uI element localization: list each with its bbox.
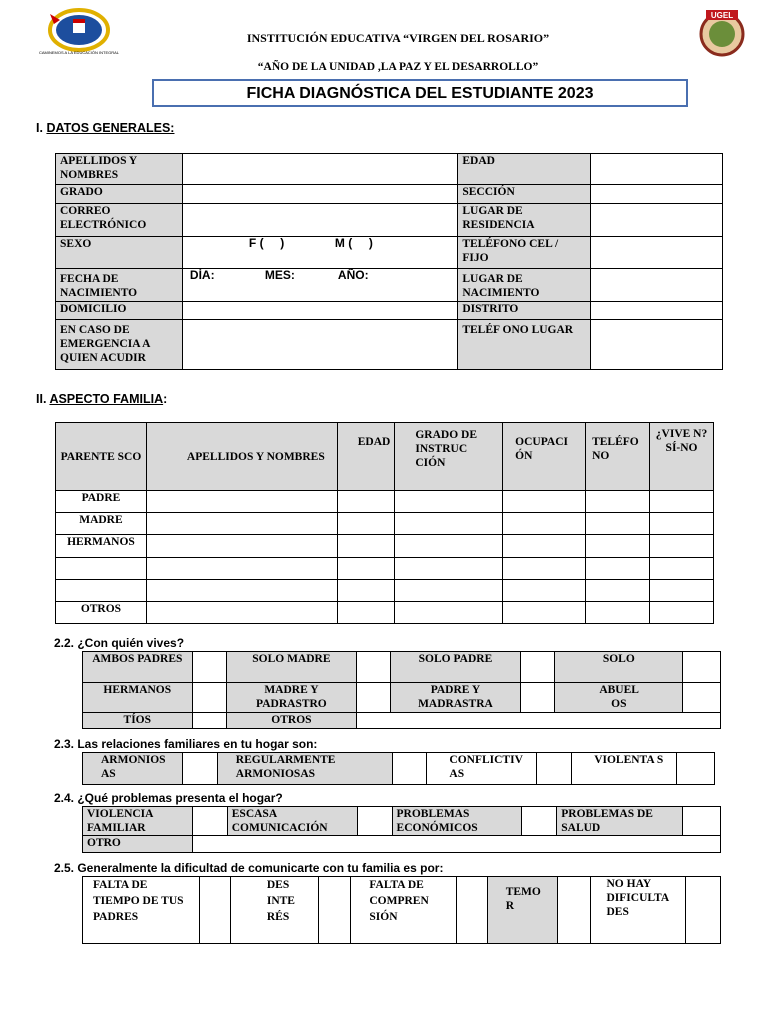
cell[interactable] — [650, 580, 714, 602]
q23-label: 2.3. Las relaciones familiares en tu hogar son: — [54, 737, 318, 751]
q22-label: 2.2. ¿Con quién vives? — [54, 636, 185, 650]
cell[interactable] — [395, 491, 503, 513]
label-telefono: TELÉFONO CEL / FIJO — [458, 237, 591, 269]
option-temor: TEMO R — [487, 877, 557, 944]
checkbox[interactable] — [557, 877, 590, 944]
row-blank-label — [56, 580, 147, 602]
cell[interactable] — [146, 602, 338, 624]
section1-title: DATOS GENERALES: — [46, 121, 175, 135]
row-hermanos-label: HERMANOS — [56, 535, 147, 558]
field-sexo[interactable] — [182, 237, 457, 269]
field-lugar-nac[interactable] — [591, 269, 723, 302]
label-seccion: SECCIÓN — [458, 185, 591, 204]
field-distrito[interactable] — [591, 302, 723, 320]
header-telefono: TELÉFO NO — [586, 423, 650, 491]
label-apellidos: APELLIDOS Y NOMBRES — [56, 154, 183, 185]
checkbox[interactable] — [683, 683, 721, 713]
cell[interactable] — [586, 558, 650, 580]
section1-heading — [36, 121, 174, 135]
family-table — [55, 422, 714, 624]
q23-table — [82, 752, 715, 785]
cell[interactable] — [338, 602, 395, 624]
label-grado: GRADO — [56, 185, 183, 204]
option-falta-tiempo: FALTA DE TIEMPO DE TUS PADRES — [83, 877, 200, 944]
q22-table — [82, 651, 721, 729]
header-apellidos: APELLIDOS Y NOMBRES — [146, 423, 338, 491]
checkbox[interactable] — [357, 807, 392, 836]
option-otros: OTROS — [227, 713, 356, 729]
cell[interactable] — [503, 535, 586, 558]
option-solo-padre: SOLO PADRE — [391, 652, 520, 683]
checkbox[interactable] — [192, 652, 227, 683]
cell[interactable] — [395, 580, 503, 602]
field-seccion[interactable] — [591, 185, 723, 204]
page-title: FICHA DIAGNÓSTICA DEL ESTUDIANTE 2023 — [152, 79, 688, 107]
field-telefono-lugar[interactable] — [591, 320, 723, 370]
field-telefono[interactable] — [591, 237, 723, 269]
option-otro: OTRO — [83, 836, 193, 853]
label-fecha-nac: FECHA DE NACIMIENTO — [56, 269, 183, 302]
checkbox[interactable] — [686, 877, 721, 944]
cell[interactable] — [395, 535, 503, 558]
field-edad[interactable] — [591, 154, 723, 185]
field-fecha-nac[interactable] — [182, 269, 457, 302]
option-solo: SOLO — [555, 652, 683, 683]
logo-caption: CAMINEMOS A LA EDUCACIÓN INTEGRAL — [38, 50, 120, 55]
field-correo[interactable] — [182, 204, 457, 237]
checkbox[interactable] — [356, 652, 391, 683]
option-tios: TÍOS — [83, 713, 193, 729]
option-conflictivas: CONFLICTIV AS — [427, 753, 537, 785]
otros-field[interactable] — [356, 713, 720, 729]
checkbox[interactable] — [200, 877, 231, 944]
cell[interactable] — [395, 602, 503, 624]
header-grado-instruccion: GRADO DE INSTRUC CIÓN — [395, 423, 503, 491]
row-blank-label — [56, 558, 147, 580]
checkbox[interactable] — [192, 713, 227, 729]
checkbox[interactable] — [192, 807, 227, 836]
checkbox[interactable] — [683, 652, 721, 683]
option-abuelos: ABUEL OS — [555, 683, 683, 713]
cell[interactable] — [650, 602, 714, 624]
cell[interactable] — [338, 580, 395, 602]
option-desinteres: DES INTE RÉS — [230, 877, 318, 944]
dia-label: DÍA: — [189, 268, 215, 282]
row-otros-label: OTROS — [56, 602, 147, 624]
checkbox[interactable] — [520, 652, 555, 683]
option-problemas-economicos: PROBLEMAS ECONÓMICOS — [392, 807, 522, 836]
cell[interactable] — [503, 602, 586, 624]
institution-name: INSTITUCIÓN EDUCATIVA “VIRGEN DEL ROSARIO” — [246, 31, 550, 45]
cell[interactable] — [586, 535, 650, 558]
section1-number: I. — [36, 121, 43, 135]
cell[interactable] — [146, 580, 338, 602]
cell[interactable] — [586, 513, 650, 535]
header-parentesco: PARENTE SCO — [56, 423, 147, 491]
cell[interactable] — [650, 535, 714, 558]
checkbox[interactable] — [318, 877, 351, 944]
option-violentas: VIOLENTA S — [572, 753, 677, 785]
q25-label: 2.5. Generalmente la dificultad de comunicarte con tu familia es por: — [54, 861, 444, 875]
checkbox[interactable] — [392, 753, 427, 785]
cell[interactable] — [586, 602, 650, 624]
checkbox[interactable] — [677, 753, 715, 785]
ugel-logo-text: UGEL — [710, 11, 734, 20]
cell[interactable] — [650, 491, 714, 513]
sexo-f-option[interactable]: F ( ) — [248, 236, 285, 250]
label-correo: CORREO ELECTRÓNICO — [56, 204, 183, 237]
sexo-m-option[interactable]: M ( ) — [334, 236, 373, 250]
label-lugar-nac: LUGAR DE NACIMIENTO — [458, 269, 591, 302]
option-falta-comprension: FALTA DE COMPREN SIÓN — [351, 877, 457, 944]
field-emergencia[interactable] — [182, 320, 457, 370]
checkbox[interactable] — [182, 753, 217, 785]
cell[interactable] — [395, 558, 503, 580]
option-no-hay-dificultades: NO HAY DIFICULTA DES — [590, 877, 686, 944]
option-armoniosas: ARMONIOS AS — [83, 753, 183, 785]
cell[interactable] — [338, 535, 395, 558]
label-telefono-lugar: TELÉF ONO LUGAR — [458, 320, 591, 370]
cell[interactable] — [586, 580, 650, 602]
cell[interactable] — [146, 535, 338, 558]
checkbox[interactable] — [356, 683, 391, 713]
cell[interactable] — [146, 558, 338, 580]
option-madre-padrastro: MADRE Y PADRASTRO — [227, 683, 356, 713]
option-hermanos: HERMANOS — [83, 683, 193, 713]
cell[interactable] — [395, 513, 503, 535]
anio-label: AÑO: — [337, 268, 369, 282]
option-violencia-familiar: VIOLENCIA FAMILIAR — [83, 807, 193, 836]
checkbox[interactable] — [537, 753, 572, 785]
q24-label: 2.4. ¿Qué problemas presenta el hogar? — [54, 791, 283, 805]
otro-field[interactable] — [192, 836, 720, 853]
field-residencia[interactable] — [591, 204, 723, 237]
label-emergencia: EN CASO DE EMERGENCIA A QUIEN ACUDIR — [56, 320, 183, 370]
cell[interactable] — [503, 491, 586, 513]
cell[interactable] — [146, 513, 338, 535]
row-madre-label: MADRE — [56, 513, 147, 535]
option-escasa-comunicacion: ESCASA COMUNICACIÓN — [227, 807, 357, 836]
cell[interactable] — [503, 558, 586, 580]
general-data-table — [55, 153, 723, 370]
option-regularmente-armoniosas: REGULARMENTE ARMONIOSAS — [217, 753, 392, 785]
checkbox[interactable] — [683, 807, 721, 836]
checkbox[interactable] — [192, 683, 227, 713]
section2-colon: : — [163, 392, 168, 406]
cell[interactable] — [586, 491, 650, 513]
header-ocupacion: OCUPACI ÓN — [503, 423, 586, 491]
checkbox[interactable] — [522, 807, 557, 836]
option-ambos-padres: AMBOS PADRES — [83, 652, 193, 683]
mes-label: MES: — [264, 268, 295, 282]
cell[interactable] — [338, 491, 395, 513]
cell[interactable] — [146, 491, 338, 513]
label-sexo: SEXO — [56, 237, 183, 269]
label-domicilio: DOMICILIO — [56, 302, 183, 320]
header-edad: EDAD — [338, 423, 395, 491]
cell[interactable] — [338, 513, 395, 535]
field-grado[interactable] — [182, 185, 457, 204]
section2-number: II. — [36, 392, 47, 406]
section2-title: ASPECTO FAMILIA — [49, 392, 164, 406]
cell[interactable] — [338, 558, 395, 580]
section2-heading — [36, 392, 167, 406]
field-apellidos[interactable] — [182, 154, 457, 185]
checkbox[interactable] — [520, 683, 555, 713]
row-padre-label: PADRE — [56, 491, 147, 513]
checkbox[interactable] — [457, 877, 488, 944]
label-edad: EDAD — [458, 154, 591, 185]
label-residencia: LUGAR DE RESIDENCIA — [458, 204, 591, 237]
label-distrito: DISTRITO — [458, 302, 591, 320]
q25-table — [82, 876, 721, 944]
header-vive: ¿VIVE N? SÍ-NO — [650, 423, 714, 491]
cell[interactable] — [650, 513, 714, 535]
option-padre-madrastra: PADRE Y MADRASTRA — [391, 683, 520, 713]
cell[interactable] — [650, 558, 714, 580]
q24-table — [82, 806, 721, 853]
field-domicilio[interactable] — [182, 302, 457, 320]
option-problemas-salud: PROBLEMAS DE SALUD — [557, 807, 683, 836]
option-solo-madre: SOLO MADRE — [227, 652, 356, 683]
cell[interactable] — [503, 513, 586, 535]
year-motto: “AÑO DE LA UNIDAD ,LA PAZ Y EL DESARROLLO” — [257, 61, 539, 73]
cell[interactable] — [503, 580, 586, 602]
